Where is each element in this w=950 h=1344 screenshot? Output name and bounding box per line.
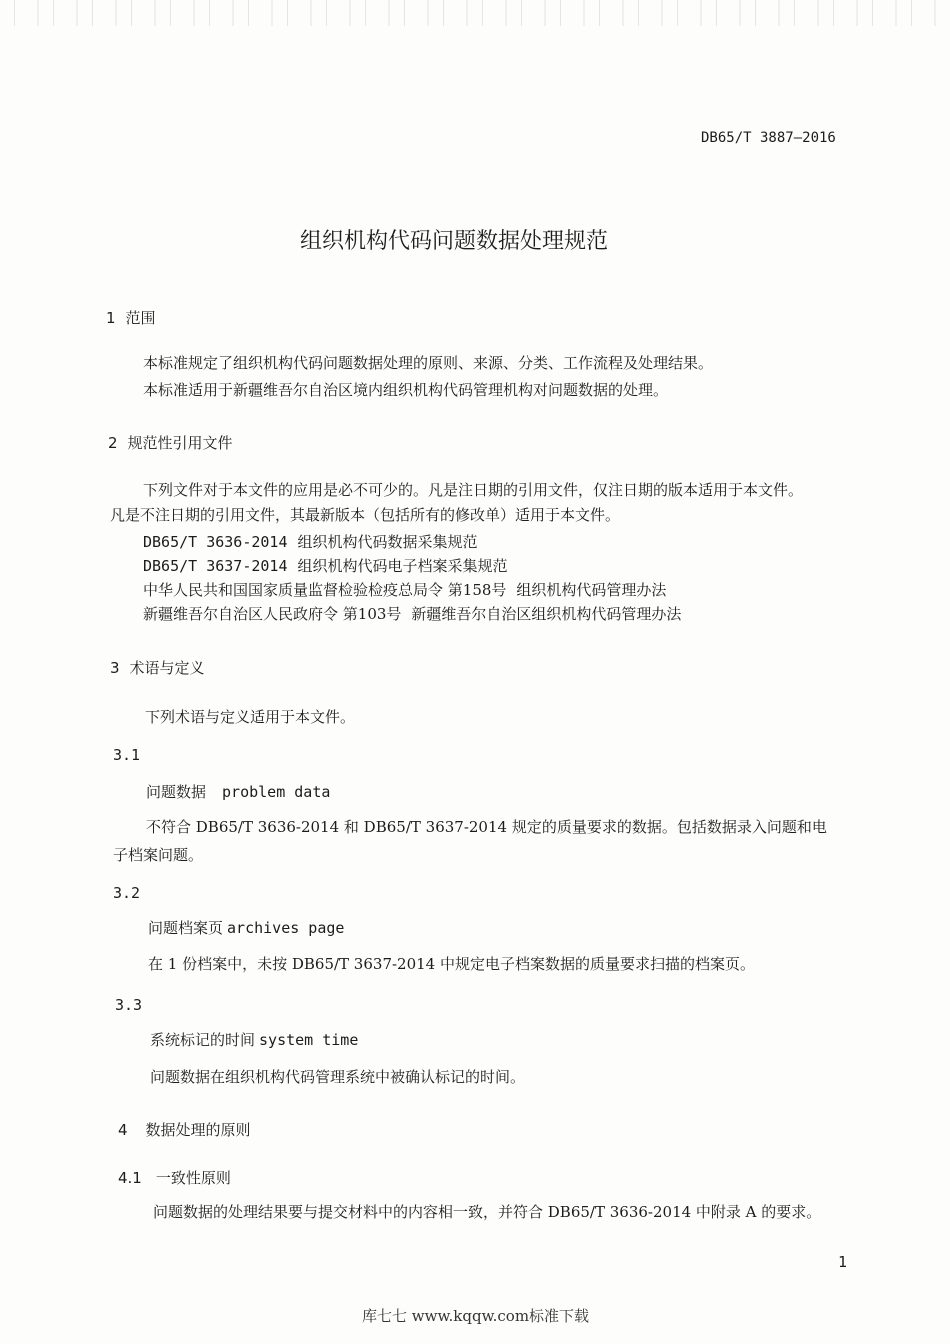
subsection-4-1-title: 一致性原则 xyxy=(155,1169,231,1187)
section-4-heading xyxy=(118,1120,251,1140)
term-zh: 问题档案页 xyxy=(148,919,224,937)
reference-item xyxy=(143,532,478,552)
section-2-heading xyxy=(108,433,233,453)
section-2-paragraph-line-1: 下列文件对于本文件的应用是必不可少的。凡是注日期的引用文件，仅注日期的版本适用于本文件。 xyxy=(143,481,804,499)
footer-watermark: 库七七 www.kqqw.com标准下载 xyxy=(362,1307,590,1325)
subsection-4-1-number: 4.1 xyxy=(118,1169,142,1187)
term-heading xyxy=(150,1030,358,1050)
term-definition: 在 1 份档案中，未按 DB65/T 3637-2014 中规定电子档案数据的质量要求扫描的档案页。 xyxy=(148,955,755,973)
term-definition-line-2: 子档案问题。 xyxy=(113,846,204,864)
section-3-heading xyxy=(110,658,205,678)
reference-item xyxy=(143,556,508,576)
reference-name: 组织机构代码管理办法 xyxy=(516,581,667,599)
section-1-title: 范围 xyxy=(125,309,156,327)
term-zh: 系统标记的时间 xyxy=(150,1031,256,1049)
scan-top-edge xyxy=(0,0,950,26)
page-number: 1 xyxy=(838,1253,848,1271)
term-number: 3.3 xyxy=(115,996,143,1014)
reference-code: 新疆维吾尔自治区人民政府令 第103号 xyxy=(143,605,402,623)
term-en: problem data xyxy=(222,783,331,801)
subsection-4-1-heading xyxy=(118,1168,231,1188)
section-3-number: 3 xyxy=(110,659,120,677)
section-3-title: 术语与定义 xyxy=(129,659,205,677)
section-1-number: 1 xyxy=(106,309,116,327)
term-number: 3.1 xyxy=(113,746,141,764)
reference-name: 组织机构代码电子档案采集规范 xyxy=(297,557,508,575)
reference-item xyxy=(143,604,681,624)
term-en: archives page xyxy=(227,919,345,937)
term-definition-line-1: 不符合 DB65/T 3636-2014 和 DB65/T 3637-2014 规定的质量要求的数据。包括数据录入问题和电 xyxy=(146,818,827,836)
section-4-number: 4 xyxy=(118,1121,128,1139)
section-1-paragraph-1: 本标准规定了组织机构代码问题数据处理的原则、来源、分类、工作流程及处理结果。 xyxy=(143,354,714,372)
section-1-heading xyxy=(106,308,156,328)
reference-item xyxy=(143,580,666,600)
reference-code: DB65/T 3637-2014 xyxy=(143,557,288,575)
term-heading xyxy=(148,918,344,938)
subsection-4-1-paragraph: 问题数据的处理结果要与提交材料中的内容相一致，并符合 DB65/T 3636-2014 中附录 A 的要求。 xyxy=(153,1203,822,1221)
reference-code: 中华人民共和国国家质量监督检验检疫总局令 第158号 xyxy=(143,581,507,599)
term-number: 3.2 xyxy=(113,884,141,902)
section-2-number: 2 xyxy=(108,434,118,452)
section-2-title: 规范性引用文件 xyxy=(127,434,233,452)
section-2-paragraph-line-2: 凡是不注日期的引用文件，其最新版本（包括所有的修改单）适用于本文件。 xyxy=(110,506,621,524)
section-1-paragraph-2: 本标准适用于新疆维吾尔自治区境内组织机构代码管理机构对问题数据的处理。 xyxy=(143,381,669,399)
section-4-title: 数据处理的原则 xyxy=(145,1121,251,1139)
section-3-intro: 下列术语与定义适用于本文件。 xyxy=(145,708,356,726)
document-title: 组织机构代码问题数据处理规范 xyxy=(300,229,609,254)
reference-code: DB65/T 3636-2014 xyxy=(143,533,288,551)
term-zh: 问题数据 xyxy=(146,783,207,801)
reference-name: 组织机构代码数据采集规范 xyxy=(297,533,478,551)
document-code: DB65/T 3887—2016 xyxy=(701,130,836,146)
term-en: system time xyxy=(259,1031,359,1049)
term-definition: 问题数据在组织机构代码管理系统中被确认标记的时间。 xyxy=(150,1068,526,1086)
reference-name: 新疆维吾尔自治区组织机构代码管理办法 xyxy=(411,605,682,623)
term-heading xyxy=(146,782,330,802)
